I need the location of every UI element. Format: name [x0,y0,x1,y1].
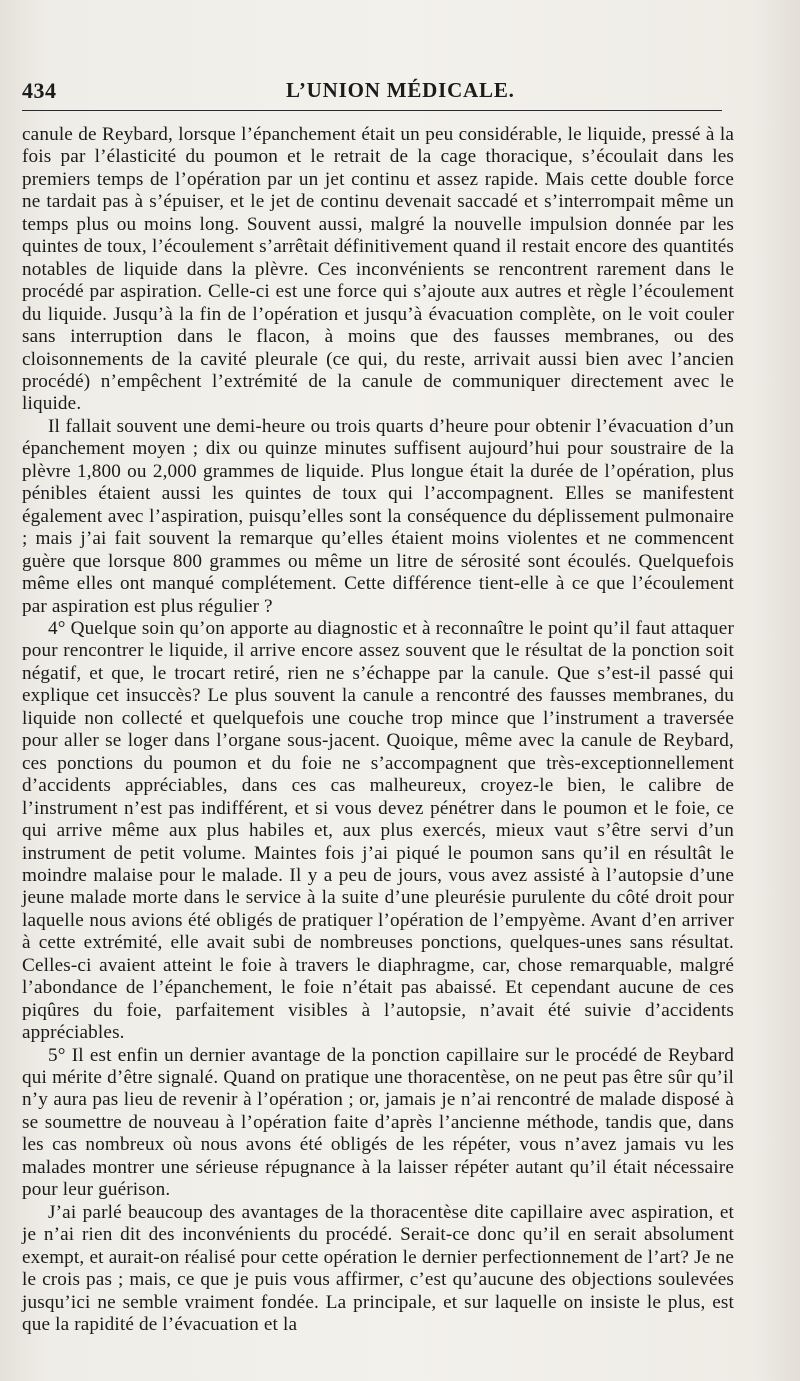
page-number: 434 [22,78,57,103]
body-text [22,124,734,1336]
running-title: L’UNION MÉDICALE. [286,78,515,102]
page-header [22,74,720,108]
paragraph-2: Il fallait souvent une demi-heure ou trois quarts d’heure pour obtenir l’évacuation d’un épanchement moyen ; dix ou quinze minutes suffisent aujourd’hui pour soustraire de la plèvre 1,800 ou 2,000 grammes de liquide. Plus longue était la durée de l’opération, plus pénibles étaient aussi les quintes de toux qui l’accompagnent. Elles se manifestent également avec l’aspiration, puisqu’elles sont la conséquence du déplissement pulmonaire ; mais j’ai fait souvent la remarque qu’elles étaient moins violentes et ne commencent guère que lorsque 800 grammes ou même un litre de sérosité sont écoulés. Quelquefois même elles ont manqué complétement. Cette différence tient-elle à ce que l’écoulement par aspiration est plus régulier ? [22,415,734,617]
header-rule [22,110,722,111]
paragraph-1: canule de Reybard, lorsque l’épanchement était un peu considérable, le liquide, pressé à la fois par l’élasticité du poumon et le retrait de la cage thoracique, s’écoulait dans les premiers temps de l’opération par un jet continu et assez rapide. Mais cette double force ne tardait pas à s’épuiser, et le jet de continu devenait saccadé et s’interrompait même un temps plus ou moins long. Souvent aussi, malgré la nouvelle impulsion donnée par les quintes de toux, l’écoulement s’arrêtait définitivement quand il restait encore des quantités notables de liquide dans la plèvre. Ces inconvénients se rencontrent rarement dans le procédé par aspiration. Celle-ci est une force qui s’ajoute aux autres et règle l’écoulement du liquide. Jusqu’à la fin de l’opération et jusqu’à évacuation complète, on le voit couler sans interruption dans le flacon, à moins que des fausses membranes, ou des cloisonnements de la cavité pleurale (ce qui, du reste, arrivait aussi bien avec l’ancien procédé) n’empêchent l’extrémité de la canule de communiquer directement avec le liquide. [22,124,734,415]
paragraph-3: 4° Quelque soin qu’on apporte au diagnostic et à reconnaître le point qu’il faut attaquer pour rencontrer le liquide, il arrive encore assez souvent que le résultat de la ponction soit négatif, et que, le trocart retiré, rien ne s’échappe par la canule. Que s’est-il passé qui explique cet insuccès? Le plus souvent la canule a rencontré des fausses membranes, du liquide non collecté et quelquefois une couche trop mince que l’instrument a traversée pour aller se loger dans l’organe sous-jacent. Quoique, même avec la canule de Reybard, ces ponctions du poumon et du foie ne s’accompagnent que très-exceptionnellement d’accidents appréciables, dans ces cas malheureux, croyez-le bien, le calibre de l’instrument n’est pas indifférent, et si vous devez pénétrer dans le poumon et le foie, ce qui arrive même aux plus habiles et, aux plus exercés, mieux vaut s’être servi d’un instrument de petit volume. Maintes fois j’ai piqué le poumon sans qu’il en résultât le moindre malaise pour le malade. Il y a peu de jours, vous avez assisté à l’autopsie d’une jeune malade morte dans le service à la suite d’une pleurésie purulente du côté droit pour laquelle nous avions été obligés de pratiquer l’opération de l’empyème. Avant d’en arriver à cette extrémité, elle avait subi de nombreuses ponctions, quelques-unes sans résultat. Celles-ci avaient atteint le foie à travers le diaphragme, car, chose remarquable, malgré l’abondance de l’épanchement, le foie n’était pas abaissé. Et cependant aucune de ces piqûres du foie, parfaitement visibles à l’autopsie, n’avait été suivie d’accidents appréciables. [22,617,734,1044]
paragraph-4: 5° Il est enfin un dernier avantage de la ponction capillaire sur le procédé de Reybard qui mérite d’être signalé. Quand on pratique une thoracentèse, on ne peut pas être sûr qu’il n’y aura pas lieu de revenir à l’opération ; or, jamais je n’ai rencontré de malade disposé à se soumettre de nouveau à l’opération faite d’après l’ancienne méthode, tandis que, dans les cas nombreux où nous avons été obligés de les répéter, vous n’avez jamais vu les malades montrer une sérieuse répugnance à la laisser répéter autant qu’il était nécessaire pour leur guérison. [22,1044,734,1201]
paragraph-5: J’ai parlé beaucoup des avantages de la thoracentèse dite capillaire avec aspiration, et je n’ai rien dit des inconvénients du procédé. Serait-ce donc qu’il en serait absolument exempt, et aurait-on réalisé pour cette opération le dernier perfectionnement de l’art? Je ne le crois pas ; mais, ce que je puis vous affirmer, c’est qu’aucune des objections soulevées jusqu’ici ne semble vraiment fondée. La principale, et sur laquelle on insiste le plus, est que la rapidité de l’évacuation et la [22,1201,734,1336]
